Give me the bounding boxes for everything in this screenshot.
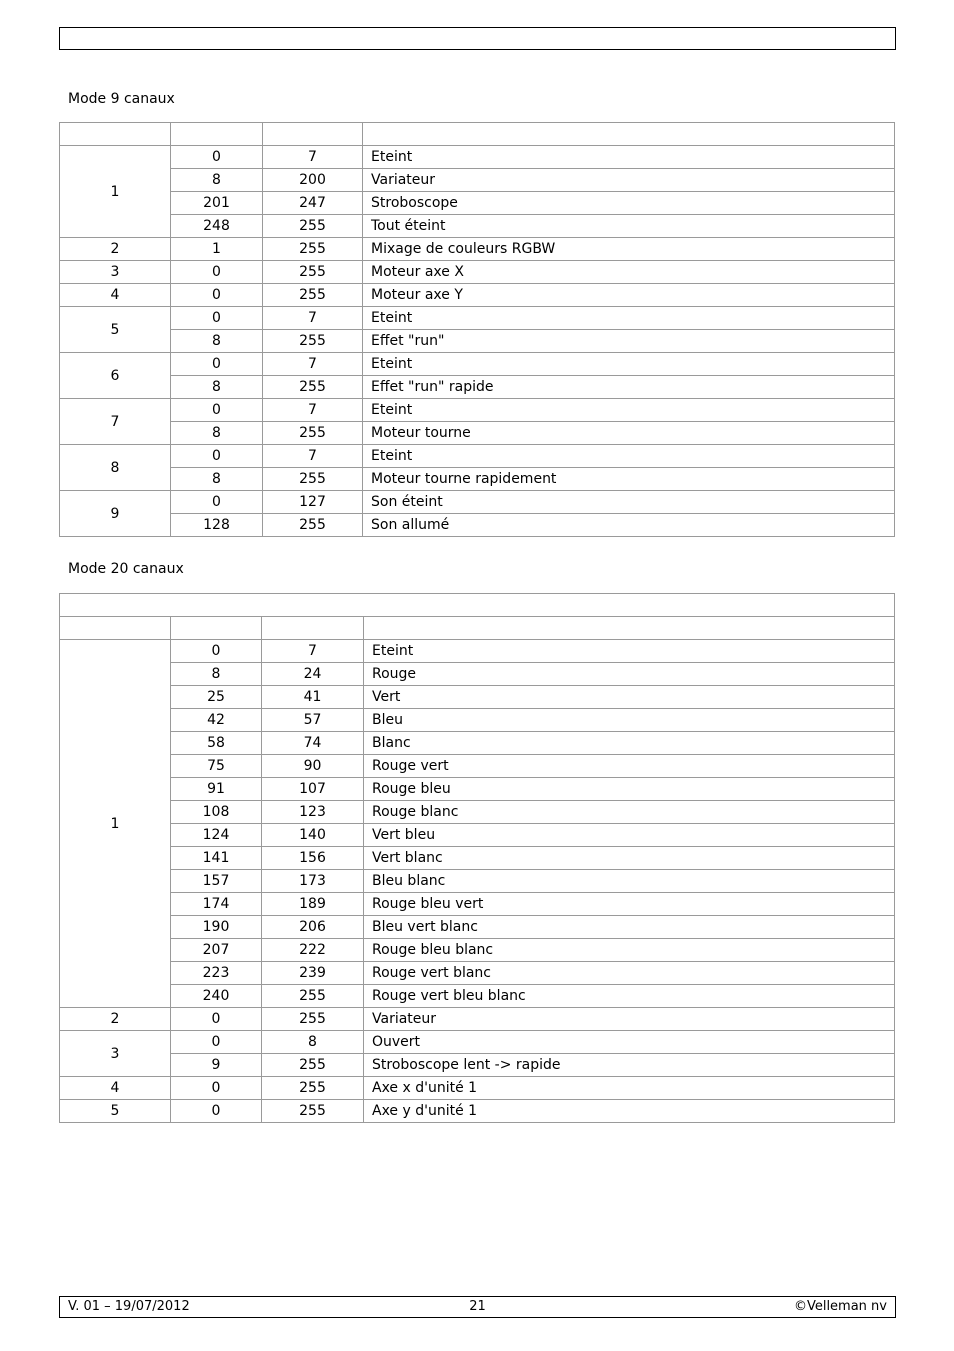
table-caption-row: [60, 594, 895, 617]
table-header-row: [60, 617, 895, 640]
dmx-to-cell: 7: [263, 353, 363, 376]
dmx-from-cell: 157: [171, 870, 262, 893]
dmx-to-cell: 156: [262, 847, 364, 870]
function-cell: Eteint: [364, 640, 895, 663]
table-row: [60, 353, 895, 376]
dmx-from-cell: 8: [171, 468, 263, 491]
table-header-row: [60, 123, 895, 146]
table-row: [60, 307, 895, 330]
table-row: [60, 468, 895, 491]
channel-cell: 2: [60, 238, 171, 261]
dmx-from-cell: 240: [171, 985, 262, 1008]
table-row: [60, 238, 895, 261]
function-cell: Effet "run": [363, 330, 895, 353]
copyright: ©Velleman nv: [793, 1299, 887, 1314]
dmx-from-cell: 141: [171, 847, 262, 870]
function-cell: Rouge bleu: [364, 778, 895, 801]
dmx-from-cell: 0: [171, 1008, 262, 1031]
dmx-to-cell: 200: [263, 169, 363, 192]
table-row: [60, 732, 895, 755]
function-cell: Eteint: [363, 146, 895, 169]
version-date: V. 01 – 19/07/2012: [68, 1299, 190, 1314]
table-row: [60, 709, 895, 732]
dmx-from-cell: 8: [171, 330, 263, 353]
table-row: [60, 640, 895, 663]
dmx-to-cell: 255: [262, 1054, 364, 1077]
function-cell: Moteur axe X: [363, 261, 895, 284]
dmx-to-cell: 255: [262, 1008, 364, 1031]
dmx-to-cell: 7: [263, 445, 363, 468]
function-cell: Effet "run" rapide: [363, 376, 895, 399]
dmx-from-cell: 91: [171, 778, 262, 801]
table-row: [60, 1100, 895, 1123]
dmx-from-cell: 201: [171, 192, 263, 215]
function-cell: Rouge blanc: [364, 801, 895, 824]
function-cell: Rouge bleu vert: [364, 893, 895, 916]
dmx-from-cell: 0: [171, 284, 263, 307]
table-row: [60, 1031, 895, 1054]
dmx-to-cell: 255: [263, 215, 363, 238]
function-cell: Vert blanc: [364, 847, 895, 870]
table-row: [60, 893, 895, 916]
header-cell: [171, 123, 263, 146]
dmx-from-cell: 8: [171, 169, 263, 192]
channel-cell: 1: [60, 640, 171, 1008]
function-cell: Bleu: [364, 709, 895, 732]
table-row: [60, 801, 895, 824]
table-row: [60, 1054, 895, 1077]
dmx-from-cell: 108: [171, 801, 262, 824]
table-row: [60, 376, 895, 399]
dmx-from-cell: 75: [171, 755, 262, 778]
dmx-to-cell: 90: [262, 755, 364, 778]
dmx-to-cell: 255: [263, 284, 363, 307]
table-row: [60, 847, 895, 870]
function-cell: Eteint: [363, 445, 895, 468]
channel-cell: 5: [60, 1100, 171, 1123]
dmx-to-cell: 255: [263, 376, 363, 399]
function-cell: Moteur axe Y: [363, 284, 895, 307]
dmx-from-cell: 9: [171, 1054, 262, 1077]
function-cell: Variateur: [364, 1008, 895, 1031]
dmx-to-cell: 255: [262, 985, 364, 1008]
function-cell: Moteur tourne: [363, 422, 895, 445]
function-cell: Vert bleu: [364, 824, 895, 847]
dmx-to-cell: 41: [262, 686, 364, 709]
dmx-from-cell: 8: [171, 422, 263, 445]
dmx-from-cell: 207: [171, 939, 262, 962]
function-cell: Stroboscope lent -> rapide: [364, 1054, 895, 1077]
function-cell: Bleu vert blanc: [364, 916, 895, 939]
dmx-to-cell: 74: [262, 732, 364, 755]
table-row: [60, 663, 895, 686]
dmx-to-cell: 255: [263, 422, 363, 445]
function-cell: Ouvert: [364, 1031, 895, 1054]
dmx-from-cell: 124: [171, 824, 262, 847]
channel-cell: 3: [60, 1031, 171, 1077]
dmx-to-cell: 24: [262, 663, 364, 686]
function-cell: Bleu blanc: [364, 870, 895, 893]
dmx-to-cell: 140: [262, 824, 364, 847]
table-row: [60, 755, 895, 778]
table-row: [60, 870, 895, 893]
table-row: [60, 192, 895, 215]
dmx-to-cell: 127: [263, 491, 363, 514]
dmx-to-cell: 255: [263, 514, 363, 537]
table-caption: [60, 594, 895, 617]
dmx-to-cell: 107: [262, 778, 364, 801]
dmx-to-cell: 239: [262, 962, 364, 985]
function-cell: Blanc: [364, 732, 895, 755]
function-cell: Eteint: [363, 307, 895, 330]
dmx-from-cell: 0: [171, 1077, 262, 1100]
table-row: [60, 824, 895, 847]
dmx-from-cell: 0: [171, 399, 263, 422]
function-cell: Son éteint: [363, 491, 895, 514]
function-cell: Mixage de couleurs RGBW: [363, 238, 895, 261]
dmx-to-cell: 255: [262, 1077, 364, 1100]
table-row: [60, 422, 895, 445]
header-cell: [171, 617, 262, 640]
function-cell: Eteint: [363, 353, 895, 376]
page-footer: [59, 1296, 896, 1318]
table-row: [60, 261, 895, 284]
dmx-to-cell: 255: [263, 238, 363, 261]
dmx-to-cell: 206: [262, 916, 364, 939]
dmx-from-cell: 174: [171, 893, 262, 916]
dmx-from-cell: 0: [171, 491, 263, 514]
function-cell: Eteint: [363, 399, 895, 422]
dmx-to-cell: 222: [262, 939, 364, 962]
channel-cell: 8: [60, 445, 171, 491]
table-row: [60, 1008, 895, 1031]
table-row: [60, 146, 895, 169]
table-row: [60, 962, 895, 985]
dmx-to-cell: 123: [262, 801, 364, 824]
function-cell: Vert: [364, 686, 895, 709]
dmx-to-cell: 7: [263, 307, 363, 330]
table-row: [60, 939, 895, 962]
dmx-from-cell: 0: [171, 146, 263, 169]
dmx-from-cell: 0: [171, 307, 263, 330]
table-row: [60, 169, 895, 192]
dmx-from-cell: 25: [171, 686, 262, 709]
header-cell: [60, 617, 171, 640]
header-cell: [363, 123, 895, 146]
dmx-to-cell: 57: [262, 709, 364, 732]
table-row: [60, 916, 895, 939]
dmx-from-cell: 8: [171, 376, 263, 399]
dmx-to-cell: 255: [263, 261, 363, 284]
channel-cell: 4: [60, 284, 171, 307]
mode-9-channel-table: [59, 122, 895, 537]
page-number: 21: [469, 1299, 486, 1314]
function-cell: Axe y d'unité 1: [364, 1100, 895, 1123]
header-cell: [60, 123, 171, 146]
dmx-from-cell: 0: [171, 1031, 262, 1054]
dmx-from-cell: 190: [171, 916, 262, 939]
function-cell: Rouge: [364, 663, 895, 686]
header-cell: [364, 617, 895, 640]
table-row: [60, 514, 895, 537]
dmx-to-cell: 189: [262, 893, 364, 916]
table-row: [60, 284, 895, 307]
function-cell: Rouge vert: [364, 755, 895, 778]
dmx-from-cell: 42: [171, 709, 262, 732]
dmx-to-cell: 8: [262, 1031, 364, 1054]
channel-cell: 6: [60, 353, 171, 399]
dmx-from-cell: 0: [171, 353, 263, 376]
table-row: [60, 1077, 895, 1100]
function-cell: Axe x d'unité 1: [364, 1077, 895, 1100]
mode-9-title: Mode 9 canaux: [68, 91, 175, 107]
channel-cell: 1: [60, 146, 171, 238]
function-cell: Son allumé: [363, 514, 895, 537]
header-cell: [262, 617, 364, 640]
dmx-from-cell: 0: [171, 640, 262, 663]
dmx-from-cell: 223: [171, 962, 262, 985]
dmx-to-cell: 247: [263, 192, 363, 215]
dmx-to-cell: 255: [263, 330, 363, 353]
dmx-from-cell: 0: [171, 445, 263, 468]
table-row: [60, 491, 895, 514]
function-cell: Rouge bleu blanc: [364, 939, 895, 962]
dmx-from-cell: 0: [171, 1100, 262, 1123]
table-row: [60, 215, 895, 238]
dmx-from-cell: 128: [171, 514, 263, 537]
mode-20-channel-table: [59, 593, 895, 1123]
channel-cell: 7: [60, 399, 171, 445]
channel-cell: 9: [60, 491, 171, 537]
table-row: [60, 399, 895, 422]
dmx-to-cell: 173: [262, 870, 364, 893]
dmx-to-cell: 7: [262, 640, 364, 663]
dmx-to-cell: 7: [263, 146, 363, 169]
dmx-to-cell: 255: [263, 468, 363, 491]
channel-cell: 5: [60, 307, 171, 353]
dmx-to-cell: 255: [262, 1100, 364, 1123]
channel-cell: 4: [60, 1077, 171, 1100]
function-cell: Rouge vert bleu blanc: [364, 985, 895, 1008]
mode-20-title: Mode 20 canaux: [68, 561, 184, 577]
function-cell: Rouge vert blanc: [364, 962, 895, 985]
table-row: [60, 778, 895, 801]
table-row: [60, 445, 895, 468]
channel-cell: 3: [60, 261, 171, 284]
page-header-box: [59, 27, 896, 50]
function-cell: Stroboscope: [363, 192, 895, 215]
channel-cell: 2: [60, 1008, 171, 1031]
table-row: [60, 330, 895, 353]
function-cell: Tout éteint: [363, 215, 895, 238]
function-cell: Moteur tourne rapidement: [363, 468, 895, 491]
dmx-to-cell: 7: [263, 399, 363, 422]
table-row: [60, 686, 895, 709]
dmx-from-cell: 58: [171, 732, 262, 755]
function-cell: Variateur: [363, 169, 895, 192]
dmx-from-cell: 0: [171, 261, 263, 284]
dmx-from-cell: 1: [171, 238, 263, 261]
table-row: [60, 985, 895, 1008]
dmx-from-cell: 248: [171, 215, 263, 238]
dmx-from-cell: 8: [171, 663, 262, 686]
header-cell: [263, 123, 363, 146]
